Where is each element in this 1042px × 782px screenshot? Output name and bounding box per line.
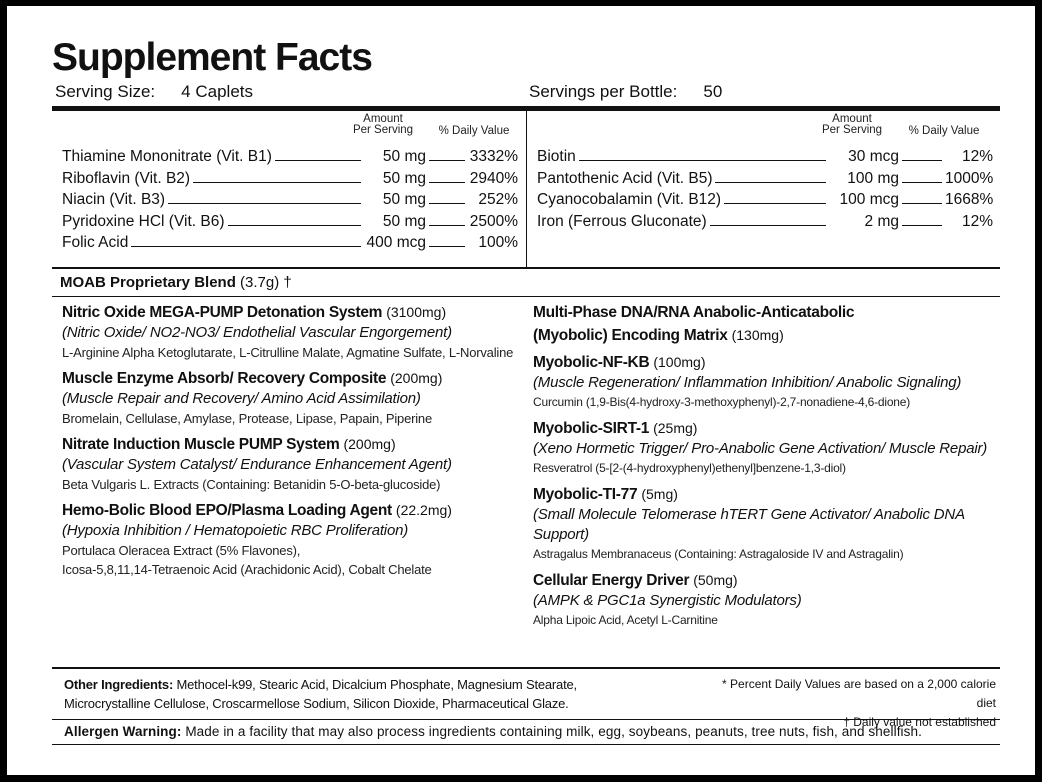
- vitamin-rows-left: [62, 146, 518, 254]
- blend-name: MOAB Proprietary Blend: [60, 274, 236, 291]
- component-title: Hemo-Bolic Blood EPO/Plasma Loading Agent: [62, 502, 392, 519]
- matrix-header: [533, 302, 1000, 346]
- component-dose: (5mg): [641, 486, 678, 502]
- nutrient-amount: 400 mcg: [366, 234, 426, 251]
- matrix-title-line1: Multi-Phase DNA/RNA Anabolic-Anticatabolic: [533, 304, 855, 321]
- servings-per-bottle-label: Servings per Bottle:: [529, 82, 678, 101]
- blend-column-right: [530, 302, 1000, 667]
- nutrient-percent: 100%: [478, 234, 518, 251]
- supplement-facts-panel: [52, 36, 1000, 745]
- matrix-dose: (130mg): [731, 327, 784, 343]
- allergen-label: Allergen Warning:: [64, 724, 182, 739]
- other-ingredients-line2: Microcrystalline Cellulose, Croscarmellose Sodium, Silicon Dioxide, Pharmaceutical Glaze.: [64, 696, 569, 711]
- footnote-daily-values: * Percent Daily Values are based on a 2,000 calorie diet: [722, 677, 996, 710]
- leader-line: [193, 171, 361, 183]
- component-subtitle: (AMPK & PGC1a Synergistic Modulators): [533, 592, 802, 609]
- nutrient-row: [62, 146, 518, 168]
- servings-per-bottle-value: 50: [703, 82, 723, 101]
- component-subtitle: (Small Molecule Telomerase hTERT Gene Activator/ Anabolic DNA Support): [533, 506, 965, 543]
- nutrient-amount: 50 mg: [382, 212, 426, 230]
- daily-value-header: % Daily Value: [438, 125, 510, 137]
- nutrient-amount: 50 mg: [382, 169, 426, 187]
- nutrient-name: Pantothenic Acid (Vit. B5): [537, 169, 713, 187]
- leader-line: [228, 214, 361, 226]
- component-ingredients: Alpha Lipoic Acid, Acetyl L-Carnitine: [533, 613, 718, 627]
- nutrient-row: [537, 146, 993, 168]
- vitamin-table: [52, 111, 1000, 267]
- nutrient-name: Riboflavin (Vit. B2): [62, 169, 191, 187]
- divider-bottom: [52, 744, 1000, 745]
- component-ingredients-cont: Icosa-5,8,11,14-Tetraenoic Acid (Arachidonic Acid), Cobalt Chelate: [62, 562, 432, 577]
- component-subtitle: (Muscle Regeneration/ Inflammation Inhibition/ Anabolic Signaling): [533, 374, 962, 391]
- other-ingredients-line1: Methocel-k99, Stearic Acid, Dicalcium Phosphate, Magnesium Stearate,: [176, 677, 577, 692]
- leader-line: [275, 149, 361, 161]
- component-ingredients: Astragalus Membranaceus (Containing: Astragaloside IV and Astragalin): [533, 547, 904, 561]
- leader-line: [429, 235, 465, 247]
- vitamin-column-right: [526, 111, 1000, 267]
- nutrient-percent: 252%: [478, 191, 518, 208]
- matrix-title-line2: (Myobolic) Encoding Matrix: [533, 327, 728, 344]
- nutrient-name: Folic Acid: [62, 234, 129, 251]
- nutrient-percent: 1000%: [945, 169, 994, 187]
- panel-title: Supplement Facts: [52, 36, 372, 79]
- leader-line: [131, 235, 361, 247]
- blend-component: [62, 302, 530, 362]
- component-dose: (22.2mg): [395, 502, 452, 518]
- nutrient-amount: 50 mg: [382, 191, 426, 208]
- leader-line: [710, 214, 826, 226]
- leader-line: [902, 149, 942, 161]
- component-subtitle: (Muscle Repair and Recovery/ Amino Acid Assimilation): [62, 390, 421, 407]
- component-ingredients: Curcumin (1,9-Bis(4-hydroxy-3-methoxyphenyl)-2,7-nonadiene-4,6-dione): [533, 395, 911, 409]
- component-title: Nitrate Induction Muscle PUMP System: [62, 436, 340, 453]
- leader-line: [724, 192, 826, 204]
- leader-line: [168, 192, 361, 204]
- leader-line: [902, 171, 942, 183]
- component-ingredients: Resveratrol (5-[2-(4-hydroxyphenyl)ethenyl]benzene-1,3-diol): [533, 461, 846, 475]
- component-ingredients: Beta Vulgaris L. Extracts (Containing: Betanidin 5-O-beta-glucoside): [62, 477, 441, 492]
- serving-size-value: 4 Caplets: [181, 82, 253, 101]
- allergen-text: Made in a facility that may also process ingredients containing milk, egg, soybeans, peanuts, tree nuts, fish, and shellfish.: [185, 724, 922, 739]
- blend-component: [533, 352, 1000, 412]
- blend-header: [52, 269, 1000, 296]
- nutrient-name: Iron (Ferrous Gluconate): [537, 212, 707, 230]
- component-title: Nitric Oxide MEGA-PUMP Detonation System: [62, 304, 383, 321]
- nutrient-row: [537, 168, 993, 190]
- leader-line: [429, 171, 465, 183]
- nutrient-amount: 30 mcg: [848, 148, 899, 165]
- nutrient-amount: 100 mcg: [839, 191, 899, 208]
- nutrient-row: [62, 168, 518, 190]
- leader-line: [579, 149, 826, 161]
- leader-line: [429, 214, 465, 226]
- component-dose: (3100mg): [386, 304, 447, 320]
- blend-component: [62, 500, 530, 579]
- blend-component: [62, 434, 530, 494]
- nutrient-percent: 2940%: [469, 169, 518, 187]
- leader-line: [902, 192, 942, 204]
- vitamin-column-left: [52, 111, 526, 267]
- blend-column-left: [52, 302, 530, 667]
- nutrient-row: [62, 211, 518, 233]
- leader-line: [902, 214, 942, 226]
- leader-line: [429, 149, 465, 161]
- nutrient-row: [537, 189, 993, 211]
- allergen-warning: [52, 720, 1000, 744]
- blend-dagger: †: [283, 274, 292, 291]
- nutrient-percent: 12%: [961, 148, 993, 165]
- serving-info: [52, 82, 1000, 102]
- nutrient-name: Cyanocobalamin (Vit. B12): [537, 191, 722, 208]
- component-title: Myobolic-TI-77: [533, 486, 638, 503]
- nutrient-amount: 2 mg: [864, 212, 899, 230]
- component-dose: (100mg): [653, 354, 706, 370]
- nutrient-amount: 100 mg: [847, 169, 899, 187]
- nutrient-amount: 50 mg: [382, 148, 426, 165]
- matrix-blocks: [533, 352, 1000, 630]
- daily-value-header-right: % Daily Value: [908, 125, 980, 137]
- other-ingredients: [52, 669, 1000, 729]
- nutrient-percent: 1668%: [945, 191, 994, 208]
- serving-size-label: Serving Size:: [55, 82, 156, 101]
- component-dose: (200mg): [343, 436, 396, 452]
- label-frame: [7, 6, 1035, 775]
- nutrient-row: [62, 232, 518, 254]
- component-title: Muscle Enzyme Absorb/ Recovery Composite: [62, 370, 387, 387]
- component-subtitle: (Hypoxia Inhibition / Hematopoietic RBC Proliferation): [62, 522, 409, 539]
- component-dose: (50mg): [693, 572, 738, 588]
- component-subtitle: (Xeno Hormetic Trigger/ Pro-Anabolic Gene Activation/ Muscle Repair): [533, 440, 988, 457]
- blend-component: [62, 368, 530, 428]
- nutrient-row: [62, 189, 518, 211]
- component-title: Myobolic-NF-KB: [533, 354, 650, 371]
- blend-component: [533, 570, 1000, 630]
- footnote-dagger: † Daily value not established: [843, 715, 996, 729]
- amount-header: Amount Per Serving: [352, 113, 414, 136]
- leader-line: [429, 192, 465, 204]
- nutrient-name: Niacin (Vit. B3): [62, 191, 166, 208]
- vitamin-rows-right: [537, 146, 993, 232]
- component-dose: (25mg): [653, 420, 698, 436]
- component-subtitle: (Vascular System Catalyst/ Endurance Enhancement Agent): [62, 456, 452, 473]
- nutrient-name: Pyridoxine HCl (Vit. B6): [62, 212, 225, 230]
- component-title: Cellular Energy Driver: [533, 572, 690, 589]
- component-dose: (200mg): [390, 370, 443, 386]
- component-subtitle: (Nitric Oxide/ NO2-NO3/ Endothelial Vascular Engorgement): [62, 324, 452, 341]
- nutrient-percent: 12%: [961, 212, 993, 230]
- blend-amount: (3.7g): [240, 274, 280, 291]
- nutrient-row: [537, 211, 993, 233]
- blend-component: [533, 418, 1000, 478]
- component-ingredients: Portulaca Oleracea Extract (5% Flavones),: [62, 543, 301, 558]
- component-title: Myobolic-SIRT-1: [533, 420, 650, 437]
- blend-component: [533, 484, 1000, 564]
- component-ingredients: L-Arginine Alpha Ketoglutarate, L-Citrulline Malate, Agmatine Sulfate, L-Norvaline: [62, 345, 514, 360]
- nutrient-percent: 3332%: [469, 148, 518, 165]
- other-ingredients-label: Other Ingredients:: [64, 677, 174, 692]
- leader-line: [715, 171, 826, 183]
- nutrient-name: Thiamine Mononitrate (Vit. B1): [62, 148, 272, 165]
- component-ingredients: Bromelain, Cellulase, Amylase, Protease, Lipase, Papain, Piperine: [62, 411, 432, 426]
- blend-columns: [52, 297, 1000, 667]
- amount-header-right: Amount Per Serving: [821, 113, 883, 136]
- nutrient-percent: 2500%: [469, 212, 518, 230]
- nutrient-name: Biotin: [537, 148, 576, 165]
